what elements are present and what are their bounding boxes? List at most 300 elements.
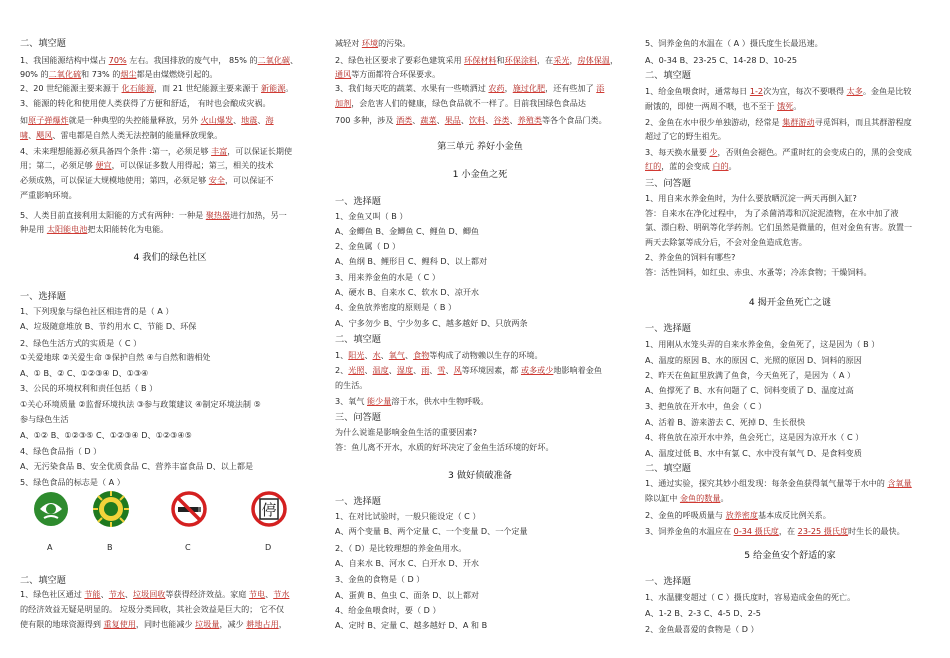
text-span: 如 [20,115,29,125]
text-line [645,401,766,412]
text-span: 2、金鱼属（ D ） [335,241,401,251]
text-span: 等构成了动物赖以生存的环境。 [429,350,543,360]
text-span: 2、养金鱼的饲料有哪些? [645,252,736,262]
text-span: 、 [28,130,37,140]
answer-fill: 放养密度 [725,510,758,520]
text-line [645,510,831,521]
text-span: A、鱼纲 B、鲤形目 C、鲤科 D、以上都对 [335,256,488,266]
text-span: A、垃圾随意堆放 B、节约用水 C、节能 D、环保 [20,321,197,331]
text-line [20,130,222,141]
section-heading [645,70,691,81]
text-span: 二、填空题 [20,575,66,586]
answer-fill: 添 [596,83,605,93]
answer-fill: 节电 [248,589,266,599]
text-line [335,526,528,537]
answer-fill: 饿死 [777,101,794,111]
text-line [20,589,289,600]
text-line [20,306,173,317]
text-line [335,574,424,585]
text-line [20,160,274,171]
text-span: 。金鱼是比较 [862,86,912,96]
text-line [645,86,911,97]
text-line [335,350,543,361]
text-span: A、鱼撑死了 B、水有问题了 C、饲料变质了 D、温度过高 [645,385,854,395]
text-line [645,101,801,112]
answer-fill: 谷类 [493,115,510,125]
text-span: 2、绿色社区要求了要彩色建筑采用 [335,55,465,65]
text-span: 3、每天换水量要 [645,147,710,157]
text-line [335,83,604,94]
text-span: A、自来水 B、河水 C、白开水 D、开水 [335,558,480,568]
section-heading [20,252,320,263]
text-span: A、金鲫鱼 B、金鲫鱼 C、鲤鱼 D、鲫鱼 [335,226,480,236]
text-span: A、宁多勿少 B、宁少勿多 C、越多越好 D、只放两条 [335,318,528,328]
text-span: 。 [793,101,802,111]
text-span: 、 [233,115,242,125]
text-span: 氯、漂白粉、明矾等化学药剂。它们虽然是微量的，但对金鱼有害。放置一 [645,222,913,232]
text-line [645,355,862,366]
text-span: 、 [364,365,373,375]
text-line [645,208,898,219]
answer-fill: 风 [453,365,462,375]
text-span: 1、我国能源结构中煤占 [20,55,109,65]
text-span: 、 [404,350,414,360]
text-span: 和 73% 的 [81,69,121,79]
text-span: 两天去除氯等成分后，不会对金鱼造成危害。 [645,237,807,247]
text-span: 4、给金鱼喂食时，要（ D ） [335,605,441,615]
text-span: 等方面都符合环保要求。 [351,69,441,79]
text-line [645,370,855,381]
answer-fill: 温度 [372,365,389,375]
text-span: ，蓝的会变成 [661,161,713,171]
text-line [20,146,292,157]
answer-fill: 垃圾量 [195,619,220,629]
text-line [20,115,274,126]
answer-fill: 1-2 [749,86,764,96]
text-span: 、 [413,365,422,375]
text-span: 、 [436,115,445,125]
stop-sign-icon [250,490,288,528]
text-span: 、 [509,115,518,125]
text-line [20,83,293,94]
answer-fill: 水 [372,350,381,360]
text-line [335,558,479,569]
answer-fill: 二氧化硫 [48,69,82,79]
text-span: 除以缸中 [645,493,680,503]
text-span: ，在 [537,55,554,65]
answer-fill: 海 [265,115,274,125]
text-span: A、0-34 B、23-25 C、14-28 D、10-25 [645,55,797,65]
answer-fill: 地震 [241,115,258,125]
text-span: ， [609,55,619,65]
answer-fill: 垃圾回收 [133,589,166,599]
text-span: 三、问答题 [335,412,381,423]
text-span: 等环境因素，都 [461,365,521,375]
text-span: 、 [265,589,274,599]
section-heading [645,297,935,308]
text-span: 、 [485,115,494,125]
section-heading [645,323,691,334]
section-heading [335,141,625,152]
text-span: 二、填空题 [335,334,381,345]
answer-fill: 白的 [712,161,729,171]
text-line [645,526,905,537]
answer-fill: 农药 [488,83,505,93]
answer-fill: 啸 [20,130,29,140]
text-line [335,543,466,554]
text-span: 二、填空题 [645,70,691,81]
text-span: 、雷电都是自然人类无法控制的能量释放现象。 [52,130,223,140]
text-line [20,604,284,615]
text-span: 、 [100,589,109,599]
text-line [335,38,410,49]
text-span: 1、用刚从水笼头弄的自来水养金鱼，金鱼死了，这是因为（ B ） [645,339,880,349]
text-span: 一、选择题 [335,496,381,507]
answer-fill: 能少量 [367,396,392,406]
column-middle [335,0,625,658]
text-span: A、蛋黄 B、鱼虫 C、面条 D、以上都对 [335,590,480,600]
text-span: 5、饲养金鱼的水温在（ A ）摄氏度生长最迅速。 [645,38,823,48]
answer-fill: 二氧化碳 [257,55,290,65]
no-smoking-sign-icon [170,490,208,528]
text-span: 2、昨天在鱼缸里放满了鱼食，今天鱼死了，是因为（ A ） [645,370,856,380]
text-line [20,98,271,109]
text-span: 4、未来理想能源必须具备四个条件 :第一，必须足够 [20,146,212,156]
answer-fill: 耕地占用 [246,619,279,629]
text-line [645,493,729,504]
text-line [645,448,862,459]
answer-fill: 环境 [361,38,379,48]
text-span: 一、选择题 [335,196,381,207]
logo-option-label: D [265,542,272,552]
text-line [335,69,440,80]
text-span: 都是由煤燃烧引起的。 [136,69,218,79]
text-span: A、①② B、①②③⑤ C、①②③④ D、①②③④⑤ [20,430,192,440]
section-heading [335,496,381,507]
text-line [645,339,879,350]
text-span: 1、给金鱼喂食时，通常每日 [645,86,750,96]
text-line [20,55,298,66]
text-line [20,69,218,80]
text-span: 3、饲养金鱼的水温应在 [645,526,734,536]
text-line [20,383,157,394]
text-span: ，可以保证不 [224,175,274,185]
answer-fill: 丰富 [211,146,228,156]
text-span: 、 [445,365,454,375]
text-span: 、 [257,115,266,125]
text-span: A、两个变量 B、两个定量 C、一个变量 D、一个定量 [335,526,528,536]
answer-fill: 食物 [413,350,430,360]
text-span: 3、氧气 [335,396,368,406]
text-span: 2、（ D）是比较理想的养金鱼用水。 [335,543,467,553]
text-line [20,175,274,186]
answer-fill: 酒类 [396,115,413,125]
text-span: 4、将鱼放在凉开水中养，鱼会死亡，这是因为凉开水（ C ） [645,432,864,442]
answer-fill: 环保材料 [464,55,497,65]
svg-text:停: 停 [261,501,277,519]
text-span: 。 [728,161,737,171]
text-span: 一、选择题 [20,291,66,302]
section-heading [335,412,381,423]
answer-fill: 重复使用 [103,619,136,629]
text-line [335,380,367,391]
text-line [335,98,586,109]
text-line [335,256,487,267]
text-span: 种是用 [20,224,47,234]
section-heading [645,178,691,189]
text-span: 2、 [335,365,349,375]
answer-fill: 金鱼的数量 [679,493,721,503]
text-line [335,115,607,126]
answer-fill: 或多或少 [520,365,554,375]
text-line [645,55,797,66]
text-span: 3、公民的环境权利和责任包括（ B ） [20,383,158,393]
text-span: 进行加热，另一 [230,210,287,220]
answer-fill: 含氧量 [887,478,912,488]
text-span: 90% 的 [20,69,49,79]
text-span: 、 [290,55,299,65]
text-span: 的生活。 [335,380,368,390]
section-heading [335,334,381,345]
text-span: ，否则鱼会褪色。严重时红的会变成白的，黑的会变成 [717,147,912,157]
text-line [335,318,528,329]
text-span: 2、金鱼在水中很少单独游动，经常是 [645,117,783,127]
text-span: 等获得经济效益。家庭 [165,589,249,599]
answer-fill: 烟尘 [120,69,137,79]
text-span: 、 [460,115,470,125]
answer-fill: 23-25 摄氏度 [797,526,849,536]
text-span: ，同时也能减少 [135,619,196,629]
answer-fill: 化石能源 [121,83,154,93]
text-span: 。 [285,83,294,93]
text-span: ①关心环境质量 ②监督环境执法 ③参与政策建议 ④制定环境法制 ⑤ [20,399,261,409]
section-heading [645,463,691,474]
answer-fill: 红的 [645,161,662,171]
text-span: 答：自来水在净化过程中， 为了杀菌消毒和沉淀泥渣物，在水中加了液 [645,208,899,218]
text-line [335,211,408,222]
text-span: 1、通过实验，探究其妙小组发现：每条金鱼获得氧气量等于水中的 [645,478,888,488]
text-span: 3 做好侦破准备 [448,470,512,481]
section-heading [335,196,381,207]
text-span: A、硬水 B、自来水 C、软水 D、凉开水 [335,287,480,297]
text-line [20,224,168,235]
text-line [335,55,618,66]
text-span: A、1-2 B、2-3 C、4-5 D、2-5 [645,608,761,618]
text-span: 二、填空题 [645,463,691,474]
text-line [20,414,69,425]
green-food-logo-a-icon [32,490,70,528]
text-line [645,267,872,278]
answer-fill: 采光 [553,55,570,65]
answer-fill: 节能 [84,589,101,599]
text-line [20,477,125,488]
logo-option-label: B [107,542,113,552]
section-heading [20,38,66,49]
text-span: 2、金鱼最喜爱的食物是（ D ） [645,624,759,634]
answer-fill: 节水 [273,589,290,599]
text-span: 和 [496,55,505,65]
text-line [645,222,912,233]
text-span: ，而 21 世纪能源主要来源于 [153,83,261,93]
text-span: 5、人类目前直接利用太阳能的方式有两种：一种是 [20,210,206,220]
text-line [335,605,441,616]
answer-fill: 氧气 [388,350,405,360]
text-span: 1、水温骤变超过（ C ）摄氏度时，容易造成金鱼的死亡。 [645,592,856,602]
text-span: 溶于水，供水中生物呼吸。 [391,396,489,406]
text-span: 耐饿的，即使一两周不喂，也不至于 [645,101,778,111]
green-food-logo-b-icon [92,490,130,528]
text-span: 、 [412,115,421,125]
text-span: 1、 [335,350,349,360]
answer-fill: 70% [108,55,127,65]
text-span: 的经济效益无疑是明显的。 垃圾分类回收，其社会效益是巨大的； 它不仅 [20,604,285,614]
text-span: 基本成反比例关系。 [757,510,831,520]
text-span: 三、问答题 [645,178,691,189]
text-span: 把太阳能转化为电能。 [87,224,169,234]
answer-fill: 集群游动 [782,117,815,127]
text-line [645,432,863,443]
text-span: ，还有些加了 [545,83,597,93]
text-line [335,287,479,298]
text-line [645,608,761,619]
text-span: 3、金鱼的食物是（ D ） [335,574,425,584]
text-span: 减轻对 [335,38,362,48]
text-line [335,272,440,283]
text-span: 的污染。 [378,38,411,48]
answer-fill: 节水 [108,589,125,599]
section-heading [335,470,625,481]
text-line [20,338,141,349]
text-line [335,590,479,601]
section-heading [20,575,66,586]
text-line [645,237,807,248]
answer-fill: 太阳能电池 [46,224,88,234]
answer-fill: 房体保温 [577,55,610,65]
text-span: 时生长的最快。 [848,526,905,536]
text-line [645,385,854,396]
text-line [645,252,735,263]
text-span: 3、用来养金鱼的水是（ C ） [335,272,440,282]
text-span: 严重影响环境。 [20,190,77,200]
text-line [645,38,823,49]
section-heading [20,291,66,302]
answer-fill: 湿度 [396,365,414,375]
text-span: 使有限的地球资源得到 [20,619,104,629]
text-line [645,193,857,204]
text-span: 一、选择题 [645,323,691,334]
text-span: 1、绿色社区通过 [20,589,85,599]
answer-fill: 原子弹爆炸 [28,115,69,125]
text-span: 。 [720,493,729,503]
text-span: ， [569,55,578,65]
column-right [645,0,935,658]
text-line [20,352,211,363]
text-span: 700 多种，涉及 [335,115,397,125]
text-span: 1 小金鱼之死 [452,169,508,180]
text-span: 一、选择题 [645,576,691,587]
text-span: ， [504,83,513,93]
text-span: 参与绿色生活 [20,414,69,424]
text-span: 用；第二，必须足够 [20,160,96,170]
text-span: 必须成熟，可以保证大规模地使用；第四，必须足够 [20,175,209,185]
text-line [20,399,261,410]
text-span: 4、绿色食品指（ D ） [20,446,102,456]
text-line [335,620,487,631]
text-span: A、定时 B、定量 C、越多越好 D、A 和 B [335,620,488,630]
text-span: 1、金鱼又叫（ B ） [335,211,408,221]
text-line [645,161,737,172]
text-span: 1、用自来水养金鱼时，为什么要放晒沉淀一两天再倒入缸? [645,193,857,203]
text-line [645,117,912,128]
text-span: 等各个食品门类。 [541,115,607,125]
text-line [20,190,77,201]
text-span: 4 我们的绿色社区 [133,252,207,263]
text-line [335,226,479,237]
text-span: A、活着 B、游来游去 C、死掉 D、生长很快 [645,417,806,427]
answer-fill: 聚热器 [205,210,231,220]
text-line [335,241,400,252]
text-span: A、① B、② C、①②③④ D、①③④ [20,368,149,378]
text-span: ①关爱地球 ②关爱生命 ③保护自然 ④与自然和谐相处 [20,352,211,362]
answer-fill: 便宜 [95,160,112,170]
text-span: 、 [364,350,373,360]
answer-fill: 新能源 [261,83,286,93]
text-line [645,592,855,603]
column-left [20,0,320,658]
logo-option-label: A [47,542,53,552]
text-span: 答：活性饲料，如红虫、赤虫、水蚤等；冷冻食物；干燥饲料。 [645,267,872,277]
text-span: 寻觅饵料，而且其群游程度 [814,117,912,127]
text-span: 4 揭开金鱼死亡之谜 [748,297,832,308]
text-span: A、温度的原因 B、水的原因 C、光照的原因 D、饲料的原因 [645,355,862,365]
text-line [335,365,602,376]
text-line [20,461,253,472]
text-line [20,210,287,221]
answer-fill: 雨 [421,365,430,375]
answer-fill: 饮料 [469,115,486,125]
answer-fill: 施过化肥 [512,83,546,93]
logo-option-label: C [185,542,191,552]
text-line [20,446,101,457]
text-span: 3、把鱼放在开水中，鱼会（ C ） [645,401,767,411]
text-span: ，减少 [219,619,247,629]
text-line [645,478,912,489]
answer-fill: 环保涂料 [504,55,538,65]
text-span: 为什么说谁是影响金鱼生活的重要因素? [335,427,477,437]
answer-fill: 果品 [444,115,461,125]
text-span: ，会危害人们的健康，绿色食品就不一样了。目前我国绿色食品达 [351,98,586,108]
text-span: 左右。我国排放的废气中， 85% 的 [126,55,258,65]
answer-fill: 养殖类 [517,115,542,125]
answer-fill: 通风 [335,69,352,79]
text-span: 2、20 世纪能源主要来源于 [20,83,122,93]
text-span: 、 [429,365,438,375]
text-span: 、 [388,365,397,375]
section-heading [335,169,625,180]
answer-fill: 雪 [437,365,446,375]
text-span: A、无污染食品 B、安全优质食品 C、营养丰富食品 D、以上都是 [20,461,254,471]
text-span: 超过了它的野生祖先。 [645,131,726,141]
text-line [645,147,912,158]
text-line [645,131,726,142]
text-span: 地影响着金鱼 [553,365,602,375]
text-line [335,427,477,438]
text-span: 5、绿色食品的标志是（ A ） [20,477,125,487]
text-span: 、 [380,350,389,360]
answer-fill: 加剂 [335,98,352,108]
text-span: ， [278,619,287,629]
answer-fill: 少 [709,147,718,157]
